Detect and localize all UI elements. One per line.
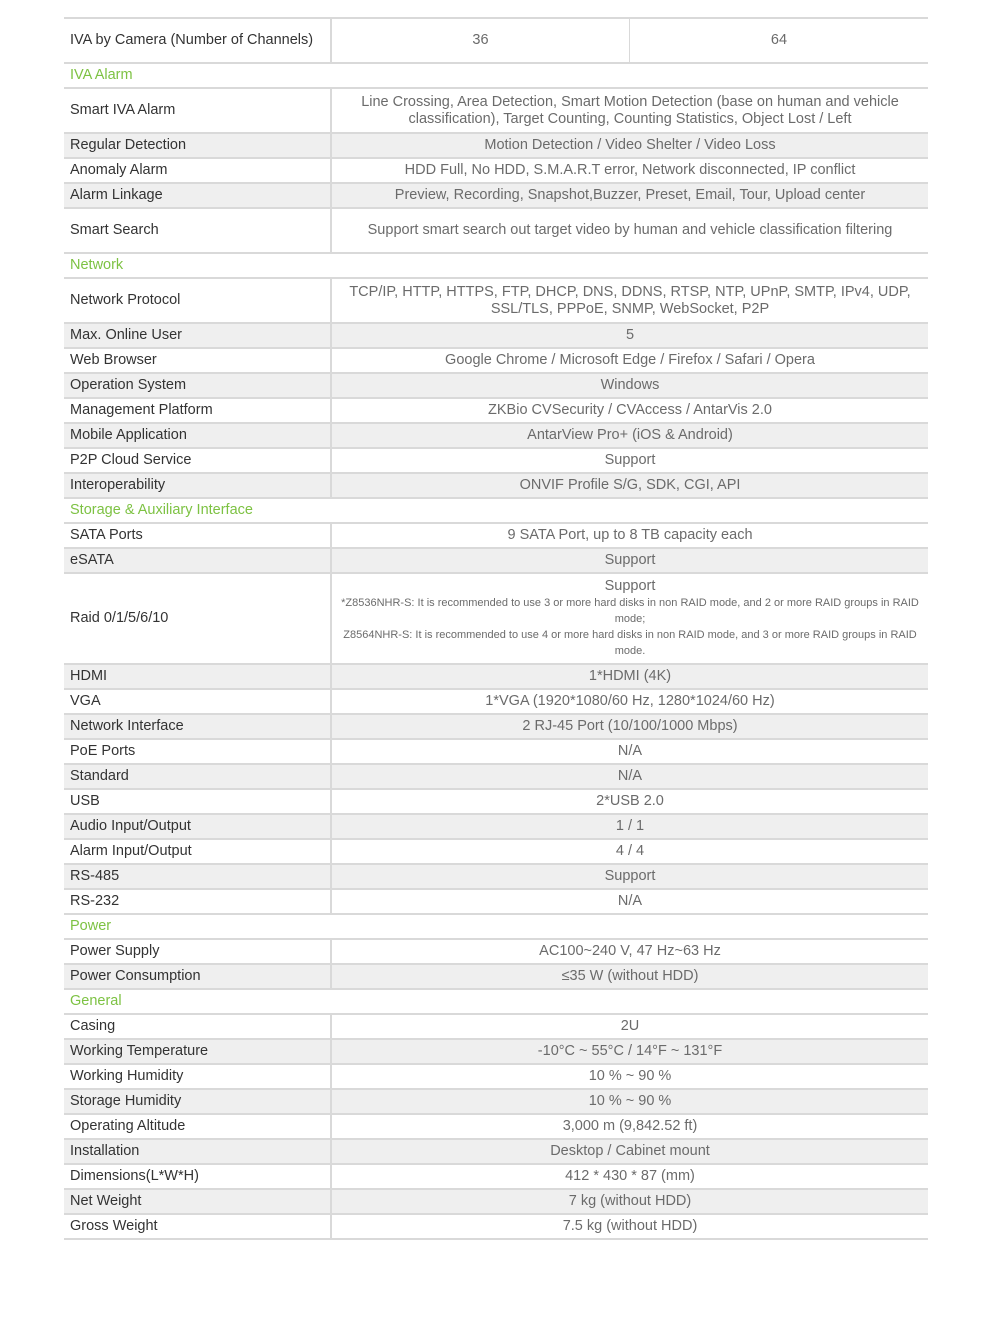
spec-value-text: -10°C ~ 55°C / 14°F ~ 131°F — [537, 1043, 723, 1059]
table-row — [64, 1064, 928, 1089]
spec-label: IVA by Camera (Number of Channels) — [64, 18, 331, 63]
spec-value — [331, 1064, 928, 1089]
spec-value-text: 1*HDMI (4K) — [588, 668, 672, 684]
spec-label: Standard — [64, 764, 331, 789]
table-row — [64, 814, 928, 839]
spec-value — [331, 183, 928, 208]
spec-value — [331, 864, 928, 889]
table-row — [64, 398, 928, 423]
spec-value — [331, 1214, 928, 1239]
spec-label: P2P Cloud Service — [64, 448, 331, 473]
spec-note: *Z8536NHR-S: It is recommended to use 3 or more hard disks in non RAID mode, and 2 or more RAID groups in RAID mode; — [341, 597, 919, 625]
spec-value — [331, 1114, 928, 1139]
table-row — [64, 1164, 928, 1189]
spec-label: Management Platform — [64, 398, 331, 423]
spec-value-text: 4 / 4 — [615, 843, 645, 859]
spec-value — [331, 373, 928, 398]
spec-value-text: HDD Full, No HDD, S.M.A.R.T error, Network disconnected, IP conflict — [404, 162, 856, 178]
table-row — [64, 573, 928, 664]
spec-value — [331, 1014, 928, 1039]
spec-value-text: Desktop / Cabinet mount — [550, 1143, 710, 1159]
spec-label: Anomaly Alarm — [64, 158, 331, 183]
spec-label: Mobile Application — [64, 423, 331, 448]
spec-value — [331, 714, 928, 739]
spec-value — [331, 548, 928, 573]
spec-value-text: TCP/IP, HTTP, HTTPS, FTP, DHCP, DNS, DDNS, RTSP, NTP, UPnP, SMTP, IPv4, UDP, SSL/TLS, PPPoE, SNMP, WebSocket, P2P — [349, 283, 911, 317]
table-row — [64, 348, 928, 373]
spec-value-text: N/A — [617, 893, 643, 909]
spec-label: eSATA — [64, 548, 331, 573]
spec-value — [331, 473, 928, 498]
table-row — [64, 839, 928, 864]
table-row — [64, 448, 928, 473]
table-row — [64, 889, 928, 914]
table-row — [64, 323, 928, 348]
table-row — [64, 714, 928, 739]
section-header — [64, 989, 928, 1014]
section-title: Network — [64, 253, 928, 278]
spec-label: Operation System — [64, 373, 331, 398]
spec-value — [331, 789, 928, 814]
spec-value — [331, 1089, 928, 1114]
spec-table-container — [64, 17, 928, 1240]
spec-label: Working Temperature — [64, 1039, 331, 1064]
spec-label: Alarm Linkage — [64, 183, 331, 208]
table-row — [64, 939, 928, 964]
spec-value-text: 5 — [625, 327, 635, 343]
spec-value-text: Support — [604, 552, 656, 568]
spec-value-64ch: 64 — [630, 18, 929, 63]
spec-value — [331, 939, 928, 964]
spec-label: VGA — [64, 689, 331, 714]
section-title: Power — [64, 914, 928, 939]
table-row — [64, 964, 928, 989]
table-row — [64, 88, 928, 133]
spec-value — [331, 423, 928, 448]
table-row — [64, 548, 928, 573]
spec-label: RS-232 — [64, 889, 331, 914]
spec-value — [331, 208, 928, 253]
spec-value-text: ZKBio CVSecurity / CVAccess / AntarVis 2.0 — [488, 402, 772, 418]
spec-value-text: 2U — [620, 1018, 640, 1034]
spec-label: Dimensions(L*W*H) — [64, 1164, 331, 1189]
table-row — [64, 523, 928, 548]
spec-label: Smart Search — [64, 208, 331, 253]
spec-label: Alarm Input/Output — [64, 839, 331, 864]
table-row — [64, 1039, 928, 1064]
spec-label: Web Browser — [64, 348, 331, 373]
table-row — [64, 739, 928, 764]
spec-value — [331, 689, 928, 714]
table-row — [64, 1114, 928, 1139]
spec-value-text: Motion Detection / Video Shelter / Video Loss — [484, 137, 776, 153]
table-row — [64, 208, 928, 253]
spec-label: Working Humidity — [64, 1064, 331, 1089]
spec-value — [331, 964, 928, 989]
spec-value — [331, 278, 928, 323]
table-row — [64, 183, 928, 208]
spec-value — [331, 523, 928, 548]
spec-label: Casing — [64, 1014, 331, 1039]
spec-label: Power Supply — [64, 939, 331, 964]
spec-value-text: 3,000 m (9,842.52 ft) — [562, 1118, 698, 1134]
table-row — [64, 1189, 928, 1214]
spec-label: RS-485 — [64, 864, 331, 889]
section-title: General — [64, 989, 928, 1014]
spec-value — [331, 764, 928, 789]
spec-value — [331, 739, 928, 764]
spec-label: SATA Ports — [64, 523, 331, 548]
spec-value-text: ≤35 W (without HDD) — [561, 968, 699, 984]
spec-label: HDMI — [64, 664, 331, 689]
spec-value — [331, 839, 928, 864]
spec-value-text: 412 * 430 * 87 (mm) — [565, 1168, 695, 1184]
table-row — [64, 1014, 928, 1039]
table-row — [64, 423, 928, 448]
section-header — [64, 63, 928, 88]
spec-label: USB — [64, 789, 331, 814]
section-header — [64, 498, 928, 523]
spec-value-text: Support smart search out target video by human and vehicle classification filtering — [367, 222, 893, 238]
section-header — [64, 914, 928, 939]
spec-label: Storage Humidity — [64, 1089, 331, 1114]
spec-value-text: Support — [604, 868, 656, 884]
spec-value — [331, 88, 928, 133]
spec-value-text: Support — [604, 578, 656, 594]
spec-label: Power Consumption — [64, 964, 331, 989]
spec-value — [331, 133, 928, 158]
section-title: IVA Alarm — [64, 63, 928, 88]
spec-value-text: 1 / 1 — [615, 818, 645, 834]
spec-note: Z8564NHR-S: It is recommended to use 4 or more hard disks in non RAID mode, and 3 or more RAID groups in RAID mode. — [343, 629, 917, 657]
spec-value-text: 2 RJ-45 Port (10/100/1000 Mbps) — [522, 718, 738, 734]
spec-table — [64, 17, 928, 1240]
table-row — [64, 158, 928, 183]
spec-label: Raid 0/1/5/6/10 — [64, 573, 331, 664]
spec-label: Gross Weight — [64, 1214, 331, 1239]
table-row — [64, 278, 928, 323]
section-header — [64, 253, 928, 278]
table-row — [64, 689, 928, 714]
spec-value-text: 1*VGA (1920*1080/60 Hz, 1280*1024/60 Hz) — [485, 693, 775, 709]
table-row — [64, 18, 928, 63]
spec-label: Smart IVA Alarm — [64, 88, 331, 133]
spec-value-text: Windows — [600, 377, 660, 393]
spec-value-text: AntarView Pro+ (iOS & Android) — [527, 427, 733, 443]
spec-label: Operating Altitude — [64, 1114, 331, 1139]
spec-value-text: Google Chrome / Microsoft Edge / Firefox / Safari / Opera — [445, 352, 815, 368]
spec-value — [331, 348, 928, 373]
spec-value-text: 7.5 kg (without HDD) — [562, 1218, 698, 1234]
spec-label: Installation — [64, 1139, 331, 1164]
spec-label: Network Protocol — [64, 278, 331, 323]
spec-value — [331, 664, 928, 689]
spec-value — [331, 158, 928, 183]
spec-value — [331, 889, 928, 914]
spec-value — [331, 1139, 928, 1164]
spec-value-text: 10 % ~ 90 % — [588, 1093, 672, 1109]
section-title: Storage & Auxiliary Interface — [64, 498, 928, 523]
table-row — [64, 1089, 928, 1114]
spec-value-text: Line Crossing, Area Detection, Smart Motion Detection (base on human and vehicle classification), Target Counting, Counting Statistics, Object Lost / Left — [361, 93, 899, 127]
spec-value — [331, 1189, 928, 1214]
spec-value-text: Preview, Recording, Snapshot,Buzzer, Preset, Email, Tour, Upload center — [394, 187, 866, 203]
spec-label: Interoperability — [64, 473, 331, 498]
table-row — [64, 789, 928, 814]
table-row — [64, 664, 928, 689]
spec-label: PoE Ports — [64, 739, 331, 764]
spec-value — [331, 398, 928, 423]
spec-value-text: 7 kg (without HDD) — [568, 1193, 692, 1209]
spec-value — [331, 814, 928, 839]
spec-value — [331, 323, 928, 348]
table-row — [64, 1139, 928, 1164]
spec-value-text: Support — [604, 452, 656, 468]
spec-value-text: 9 SATA Port, up to 8 TB capacity each — [507, 527, 753, 543]
spec-label: Network Interface — [64, 714, 331, 739]
table-row — [64, 1214, 928, 1239]
spec-label: Regular Detection — [64, 133, 331, 158]
spec-value-text: 10 % ~ 90 % — [588, 1068, 672, 1084]
table-row — [64, 373, 928, 398]
spec-value — [331, 448, 928, 473]
spec-value-text: 2*USB 2.0 — [596, 793, 664, 809]
spec-label: Max. Online User — [64, 323, 331, 348]
spec-value-text: AC100~240 V, 47 Hz~63 Hz — [539, 943, 721, 959]
spec-value — [331, 1164, 928, 1189]
spec-value-text: N/A — [617, 743, 643, 759]
spec-value-text: ONVIF Profile S/G, SDK, CGI, API — [519, 477, 741, 493]
spec-label: Audio Input/Output — [64, 814, 331, 839]
spec-value — [331, 573, 928, 664]
table-row — [64, 864, 928, 889]
spec-label: Net Weight — [64, 1189, 331, 1214]
spec-value-36ch: 36 — [331, 18, 630, 63]
table-row — [64, 133, 928, 158]
table-row — [64, 764, 928, 789]
spec-value — [331, 1039, 928, 1064]
table-row — [64, 473, 928, 498]
spec-value-text: N/A — [617, 768, 643, 784]
